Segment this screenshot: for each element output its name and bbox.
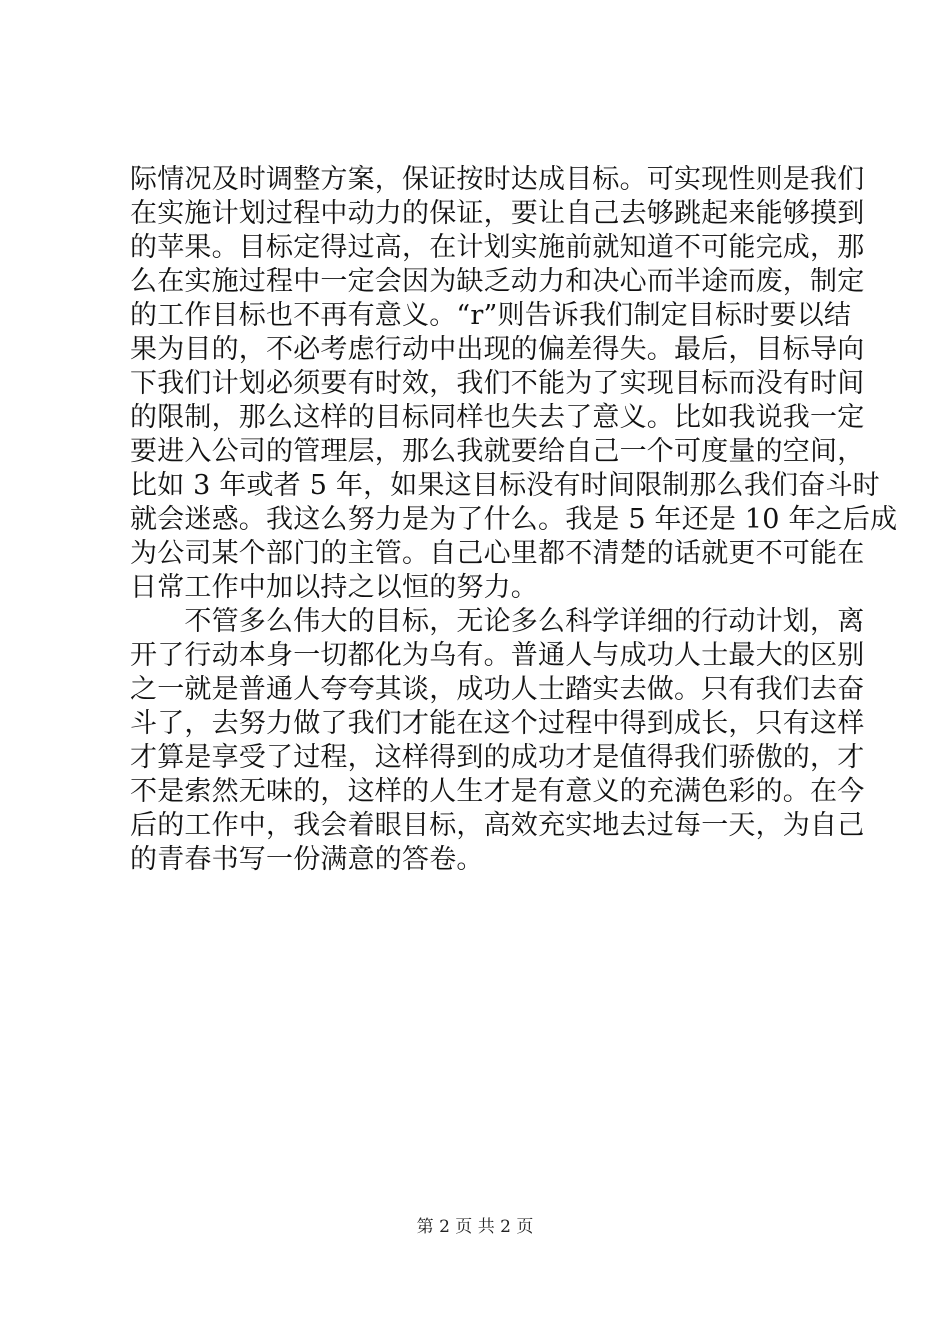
text-line: 斗了，去努力做了我们才能在这个过程中得到成长，只有这样 xyxy=(130,708,865,739)
text-line: 的苹果。目标定得过高，在计划实施前就知道不可能完成，那 xyxy=(130,232,865,263)
text-line: 的青春书写一份满意的答卷。 xyxy=(130,844,484,875)
text-line: 后的工作中，我会着眼目标，高效充实地去过每一天，为自己 xyxy=(130,810,865,841)
text-line: 不是索然无味的，这样的人生才是有意义的充满色彩的。在今 xyxy=(130,776,865,807)
text-line: 果为目的，不必考虑行动中出现的偏差得失。最后，目标导向 xyxy=(130,334,865,365)
text-line: 比如 3 年或者 5 年，如果这目标没有时间限制那么我们奋斗时 xyxy=(130,470,880,501)
text-line: 才算是享受了过程，这样得到的成功才是值得我们骄傲的，才 xyxy=(130,742,865,773)
text-line: 就会迷惑。我这么努力是为了什么。我是 5 年还是 10 年之后成 xyxy=(130,504,898,535)
text-line: 不管多么伟大的目标，无论多么科学详细的行动计划，离 xyxy=(130,606,865,637)
text-line: 际情况及时调整方案，保证按时达成目标。可实现性则是我们 xyxy=(130,164,865,195)
text-line: 之一就是普通人夸夸其谈，成功人士踏实去做。只有我们去奋 xyxy=(130,674,865,705)
text-line: 开了行动本身一切都化为乌有。普通人与成功人士最大的区别 xyxy=(130,640,865,671)
text-line: 的限制，那么这样的目标同样也失去了意义。比如我说我一定 xyxy=(130,402,865,433)
text-line: 日常工作中加以持之以恒的努力。 xyxy=(130,572,538,603)
text-line: 要进入公司的管理层，那么我就要给自己一个可度量的空间， xyxy=(130,436,865,467)
text-line: 在实施计划过程中动力的保证，要让自己去够跳起来能够摸到 xyxy=(130,198,865,229)
text-line: 为公司某个部门的主管。自己心里都不清楚的话就更不可能在 xyxy=(130,538,865,569)
text-line: 下我们计划必须要有时效，我们不能为了实现目标而没有时间 xyxy=(130,368,865,399)
page-number-footer: 第 2 页 共 2 页 xyxy=(416,1217,534,1237)
text-line: 么在实施过程中一定会因为缺乏动力和决心而半途而废，制定 xyxy=(130,266,865,297)
body-text xyxy=(130,163,898,877)
text-line: 的工作目标也不再有意义。“r”则告诉我们制定目标时要以结 xyxy=(130,300,852,331)
